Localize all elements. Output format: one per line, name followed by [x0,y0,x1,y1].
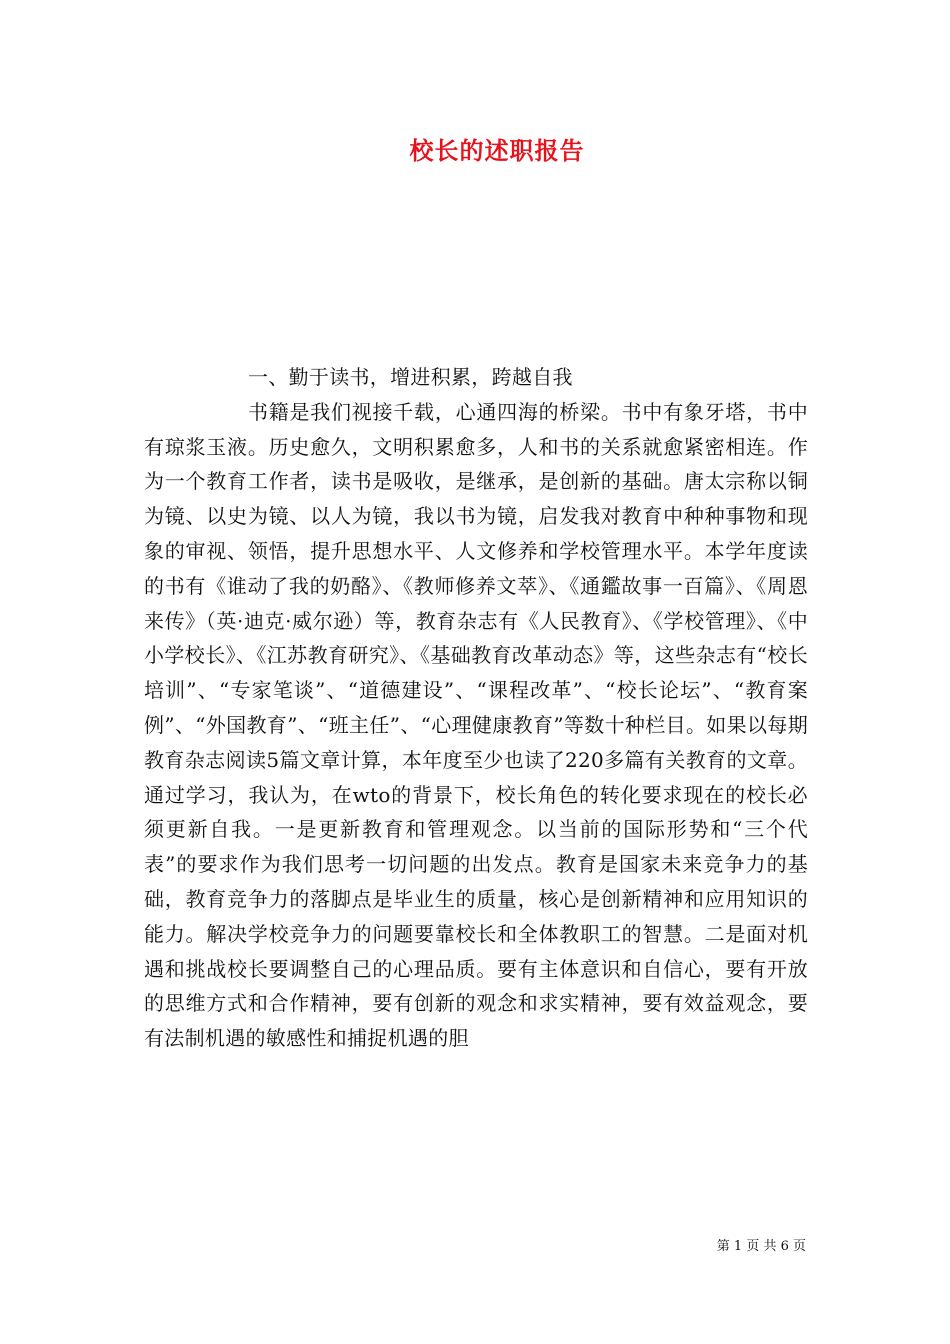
document-body [144,360,808,1056]
page-number: 第 1 页 共 6 页 [716,1239,806,1254]
section-heading: 一、勤于读书，增进积累，跨越自我 [248,365,573,389]
body-paragraph: 书籍是我们视接千载，心通四海的桥梁。书中有象牙塔，书中有琼浆玉液。历史愈久，文明积累愈多，人和书的关系就愈紧密相连。作为一个教育工作者，读书是吸收，是继承，是创新的基础。唐太宗称以铜为镜、以史为镜、以人为镜，我以书为镜，启发我对教育中种种事物和现象的审视、领悟，提升思想水平、人文修养和学校管理水平。本学年度读的书有《谁动了我的奶酪》、《教师修养文萃》、《通鑑故事一百篇》、《周恩来传》（英·迪克·威尔逊）等，教育杂志有《人民教育》、《学校管理》、《中小学校长》、《江苏教育研究》、《基础教育改革动态》等，这些杂志有“校长培训”、“专家笔谈”、“道德建设”、“课程改革”、“校长论坛”、“教育案例”、“外国教育”、“班主任”、“心理健康教育”等数十种栏目。如果以每期教育杂志阅读5篇文章计算，本年度至少也读了220多篇有关教育的文章。通过学习，我认为，在wto的背景下，校长角色的转化要求现在的校长必须更新自我。一是更新教育和管理观念。以当前的国际形势和“三个代表”的要求作为我们思考一切问题的出发点。教育是国家未来竞争力的基础，教育竞争力的落脚点是毕业生的质量，核心是创新精神和应用知识的能力。解决学校竞争力的问题要靠校长和全体教职工的智慧。二是面对机遇和挑战校长要调整自己的心理品质。要有主体意识和自信心，要有开放的思维方式和合作精神，要有创新的观念和求实精神，要有效益观念，要有法制机遇的敏感性和捕捉机遇的胆 [144,399,808,1051]
document-title: 校长的述职报告 [409,136,585,165]
